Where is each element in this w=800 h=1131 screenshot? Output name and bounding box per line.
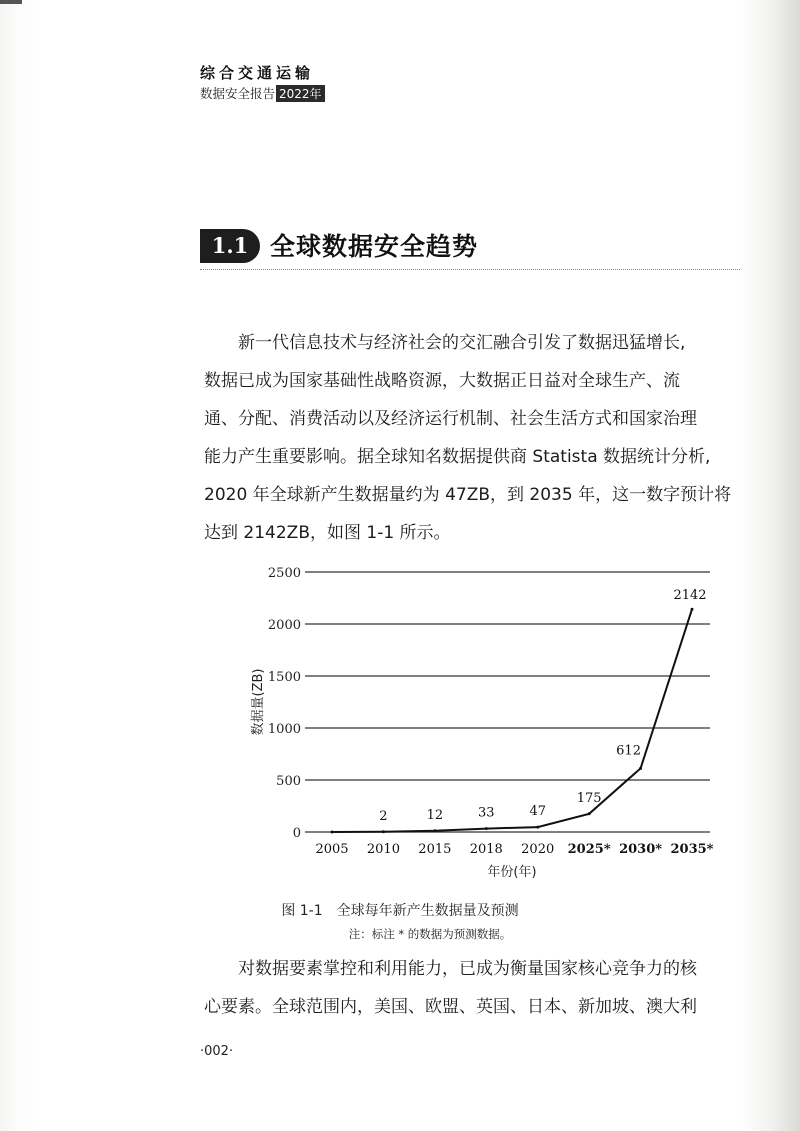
data-point xyxy=(485,827,488,830)
data-point xyxy=(639,767,642,770)
running-header xyxy=(200,62,325,102)
section-heading xyxy=(200,225,740,270)
paragraph-line: 对数据要素掌控和利用能力，已成为衡量国家核心竞争力的核 xyxy=(238,959,697,979)
x-tick-label: 2020 xyxy=(521,842,555,857)
data-point xyxy=(433,829,436,832)
y-tick-label: 0 xyxy=(292,826,301,841)
header-subtitle-text: 数据安全报告 xyxy=(200,86,276,101)
paragraph-line: 达到 2142ZB，如图 1-1 所示。 xyxy=(204,523,451,543)
data-label: 2 xyxy=(379,808,388,824)
x-tick-label: 2025* xyxy=(567,842,611,857)
paragraph-line: 心要素。全球范围内，美国、欧盟、英国、日本、新加坡、澳大利 xyxy=(204,997,697,1017)
data-point xyxy=(536,826,539,829)
scan-corner-mark xyxy=(0,0,22,4)
data-label: 33 xyxy=(478,805,495,821)
y-tick-label: 2500 xyxy=(267,566,301,581)
body-paragraph xyxy=(204,950,764,1026)
x-tick-label: 2035* xyxy=(670,842,714,857)
x-axis-label: 年份(年) xyxy=(487,865,537,880)
x-tick-label: 2015 xyxy=(418,842,452,857)
data-point xyxy=(382,830,385,833)
x-tick-label: 2018 xyxy=(469,842,503,857)
data-point xyxy=(691,608,694,611)
header-subtitle xyxy=(200,84,325,102)
data-point xyxy=(331,831,334,834)
data-label: 12 xyxy=(426,807,444,823)
x-tick-label: 2010 xyxy=(366,842,400,857)
header-title: 综合交通运输 xyxy=(200,64,315,82)
data-label: 175 xyxy=(576,790,602,806)
y-tick-label: 1500 xyxy=(267,670,301,685)
section-title: 全球数据安全趋势 xyxy=(270,232,479,261)
data-label: 47 xyxy=(529,804,546,820)
paragraph-line: 2020 年全球新产生数据量约为 47ZB，到 2035 年，这一数字预计将 xyxy=(204,485,732,505)
figure-caption xyxy=(0,900,800,920)
data-label: 612 xyxy=(616,743,641,759)
paragraph-line: 能力产生重要影响。据全球知名数据提供商 Statista 数据统计分析, xyxy=(204,447,711,467)
y-tick-label: 1000 xyxy=(267,722,301,737)
page-number: ·002· xyxy=(200,1044,234,1059)
data-volume-chart xyxy=(240,558,740,888)
intro-paragraph xyxy=(204,324,764,552)
figure-number: 图 1-1 xyxy=(281,903,323,919)
y-axis-label: 数据量(ZB) xyxy=(251,668,266,736)
paragraph-line: 通、分配、消费活动以及经济运行机制、社会生活方式和国家治理 xyxy=(204,409,697,429)
data-point xyxy=(588,812,591,815)
x-tick-label: 2005 xyxy=(315,842,349,857)
header-year-badge: 2022年 xyxy=(276,85,325,102)
figure-note: 注：标注 * 的数据为预测数据。 xyxy=(348,927,512,941)
paragraph-line: 新一代信息技术与经济社会的交汇融合引发了数据迅猛增长, xyxy=(238,333,686,353)
paragraph-line: 数据已成为国家基础性战略资源，大数据正日益对全球生产、流 xyxy=(204,371,680,391)
data-label: 2142 xyxy=(673,588,707,604)
series-line xyxy=(332,609,692,832)
chart-svg xyxy=(240,558,740,888)
figure-caption-text: 全球每年新产生数据量及预测 xyxy=(336,903,519,919)
x-tick-label: 2030* xyxy=(619,842,663,857)
y-tick-label: 500 xyxy=(276,774,301,789)
y-tick-label: 2000 xyxy=(267,618,301,633)
section-number: 1.1 xyxy=(200,229,260,263)
